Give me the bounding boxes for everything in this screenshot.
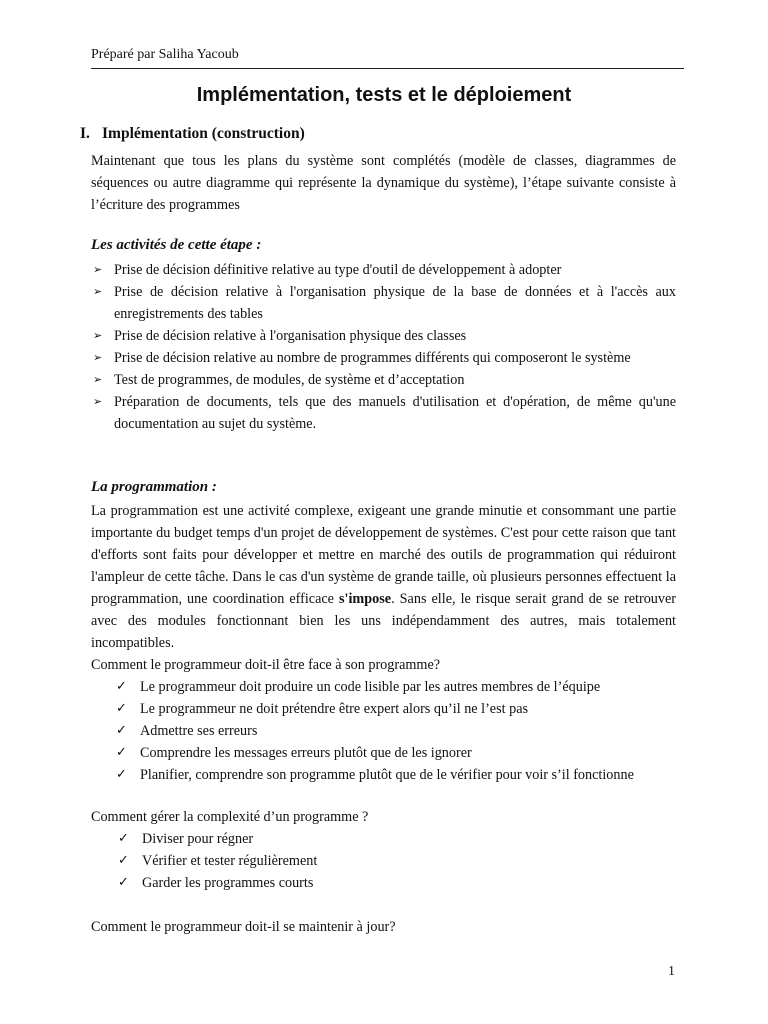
bold-emphasis: s'impose (339, 591, 392, 607)
list-item: ➢ Test de programmes, de modules, de système et d’acceptation (91, 369, 676, 391)
question-3: Comment le programmeur doit-il se maintenir à jour? (91, 919, 396, 935)
programmation-paragraph: La programmation est une activité complexe, exigeant une grande minutie et consommant une partie importante du budget temps d'un projet de développement de systèmes. C'est pour cette raison que tant d'efforts sont faits pour développer et mettre en marché des outils de programmation qui réduiront l'ampleur de cette tâche. Dans le cas d'un système de grande taille, où plusieurs personnes effectuent la programmation, une coordination efficace s'impose. Sans elle, le risque serait grand de se retrouver avec des modules fonctionnant bien les uns indépendamment des autres, mais totalement incompatibles. (91, 503, 677, 651)
list-item: ✓ Vérifier et tester régulièrement (118, 850, 676, 872)
programmation-heading: La programmation : (91, 479, 217, 495)
header-author: Préparé par Saliha Yacoub (91, 47, 239, 62)
checklist-2 (118, 828, 676, 894)
arrow-bullet-icon: ➢ (93, 330, 103, 342)
list-item: ➢ Prise de décision relative à l'organisation physique des classes (91, 325, 676, 347)
question-2: Comment gérer la complexité d’un programme ? (91, 809, 369, 825)
check-icon: ✓ (116, 723, 127, 738)
list-item: ➢ Prise de décision relative à l'organisation physique de la base de données et à l'accès aux enregistrements des tables (91, 281, 676, 325)
arrow-bullet-icon: ➢ (93, 374, 103, 386)
activities-heading: Les activités de cette étape : (91, 237, 262, 253)
arrow-bullet-icon: ➢ (93, 396, 103, 408)
check-icon: ✓ (118, 853, 129, 868)
list-item: ✓ Comprendre les messages erreurs plutôt que de les ignorer (116, 742, 676, 764)
header-rule (91, 68, 684, 69)
check-icon: ✓ (116, 679, 127, 694)
intro-paragraph: Maintenant que tous les plans du système sont complétés (modèle de classes, diagrammes de séquences ou autre diagramme qui représente la dynamique du système), l’étape suivante consiste à l’écriture des programmes (91, 153, 676, 213)
section-title: Implémentation (construction) (102, 125, 305, 142)
section-number: I. (80, 125, 90, 142)
list-item: ✓ Le programmeur doit produire un code lisible par les autres membres de l’équipe (116, 676, 676, 698)
question-1: Comment le programmeur doit-il être face à son programme? (91, 657, 441, 673)
check-icon: ✓ (116, 745, 127, 760)
list-item: ✓ Admettre ses erreurs (116, 720, 676, 742)
list-item: ➢ Préparation de documents, tels que des manuels d'utilisation et d'opération, de même qu'une documentation au sujet du système. (91, 391, 676, 435)
check-icon: ✓ (118, 875, 129, 890)
list-item: ✓ Garder les programmes courts (118, 872, 676, 894)
list-item: ➢ Prise de décision définitive relative au type d'outil de développement à adopter (91, 259, 676, 281)
page-title: Implémentation, tests et le déploiement (196, 84, 572, 106)
arrow-bullet-icon: ➢ (93, 264, 103, 276)
check-icon: ✓ (116, 767, 127, 782)
check-icon: ✓ (118, 831, 129, 846)
list-item: ✓ Diviser pour régner (118, 828, 676, 850)
check-icon: ✓ (116, 701, 127, 716)
arrow-bullet-icon: ➢ (93, 286, 103, 298)
section-heading (80, 125, 305, 143)
list-item: ✓ Planifier, comprendre son programme plutôt que de le vérifier pour voir s’il fonctionne (116, 764, 676, 786)
checklist-1 (116, 676, 676, 786)
list-item: ➢ Prise de décision relative au nombre de programmes différents qui composeront le système (91, 347, 676, 369)
page-number: 1 (668, 964, 675, 979)
arrow-bullet-icon: ➢ (93, 352, 103, 364)
activities-list (91, 259, 676, 435)
list-item: ✓ Le programmeur ne doit prétendre être expert alors qu’il ne l’est pas (116, 698, 676, 720)
